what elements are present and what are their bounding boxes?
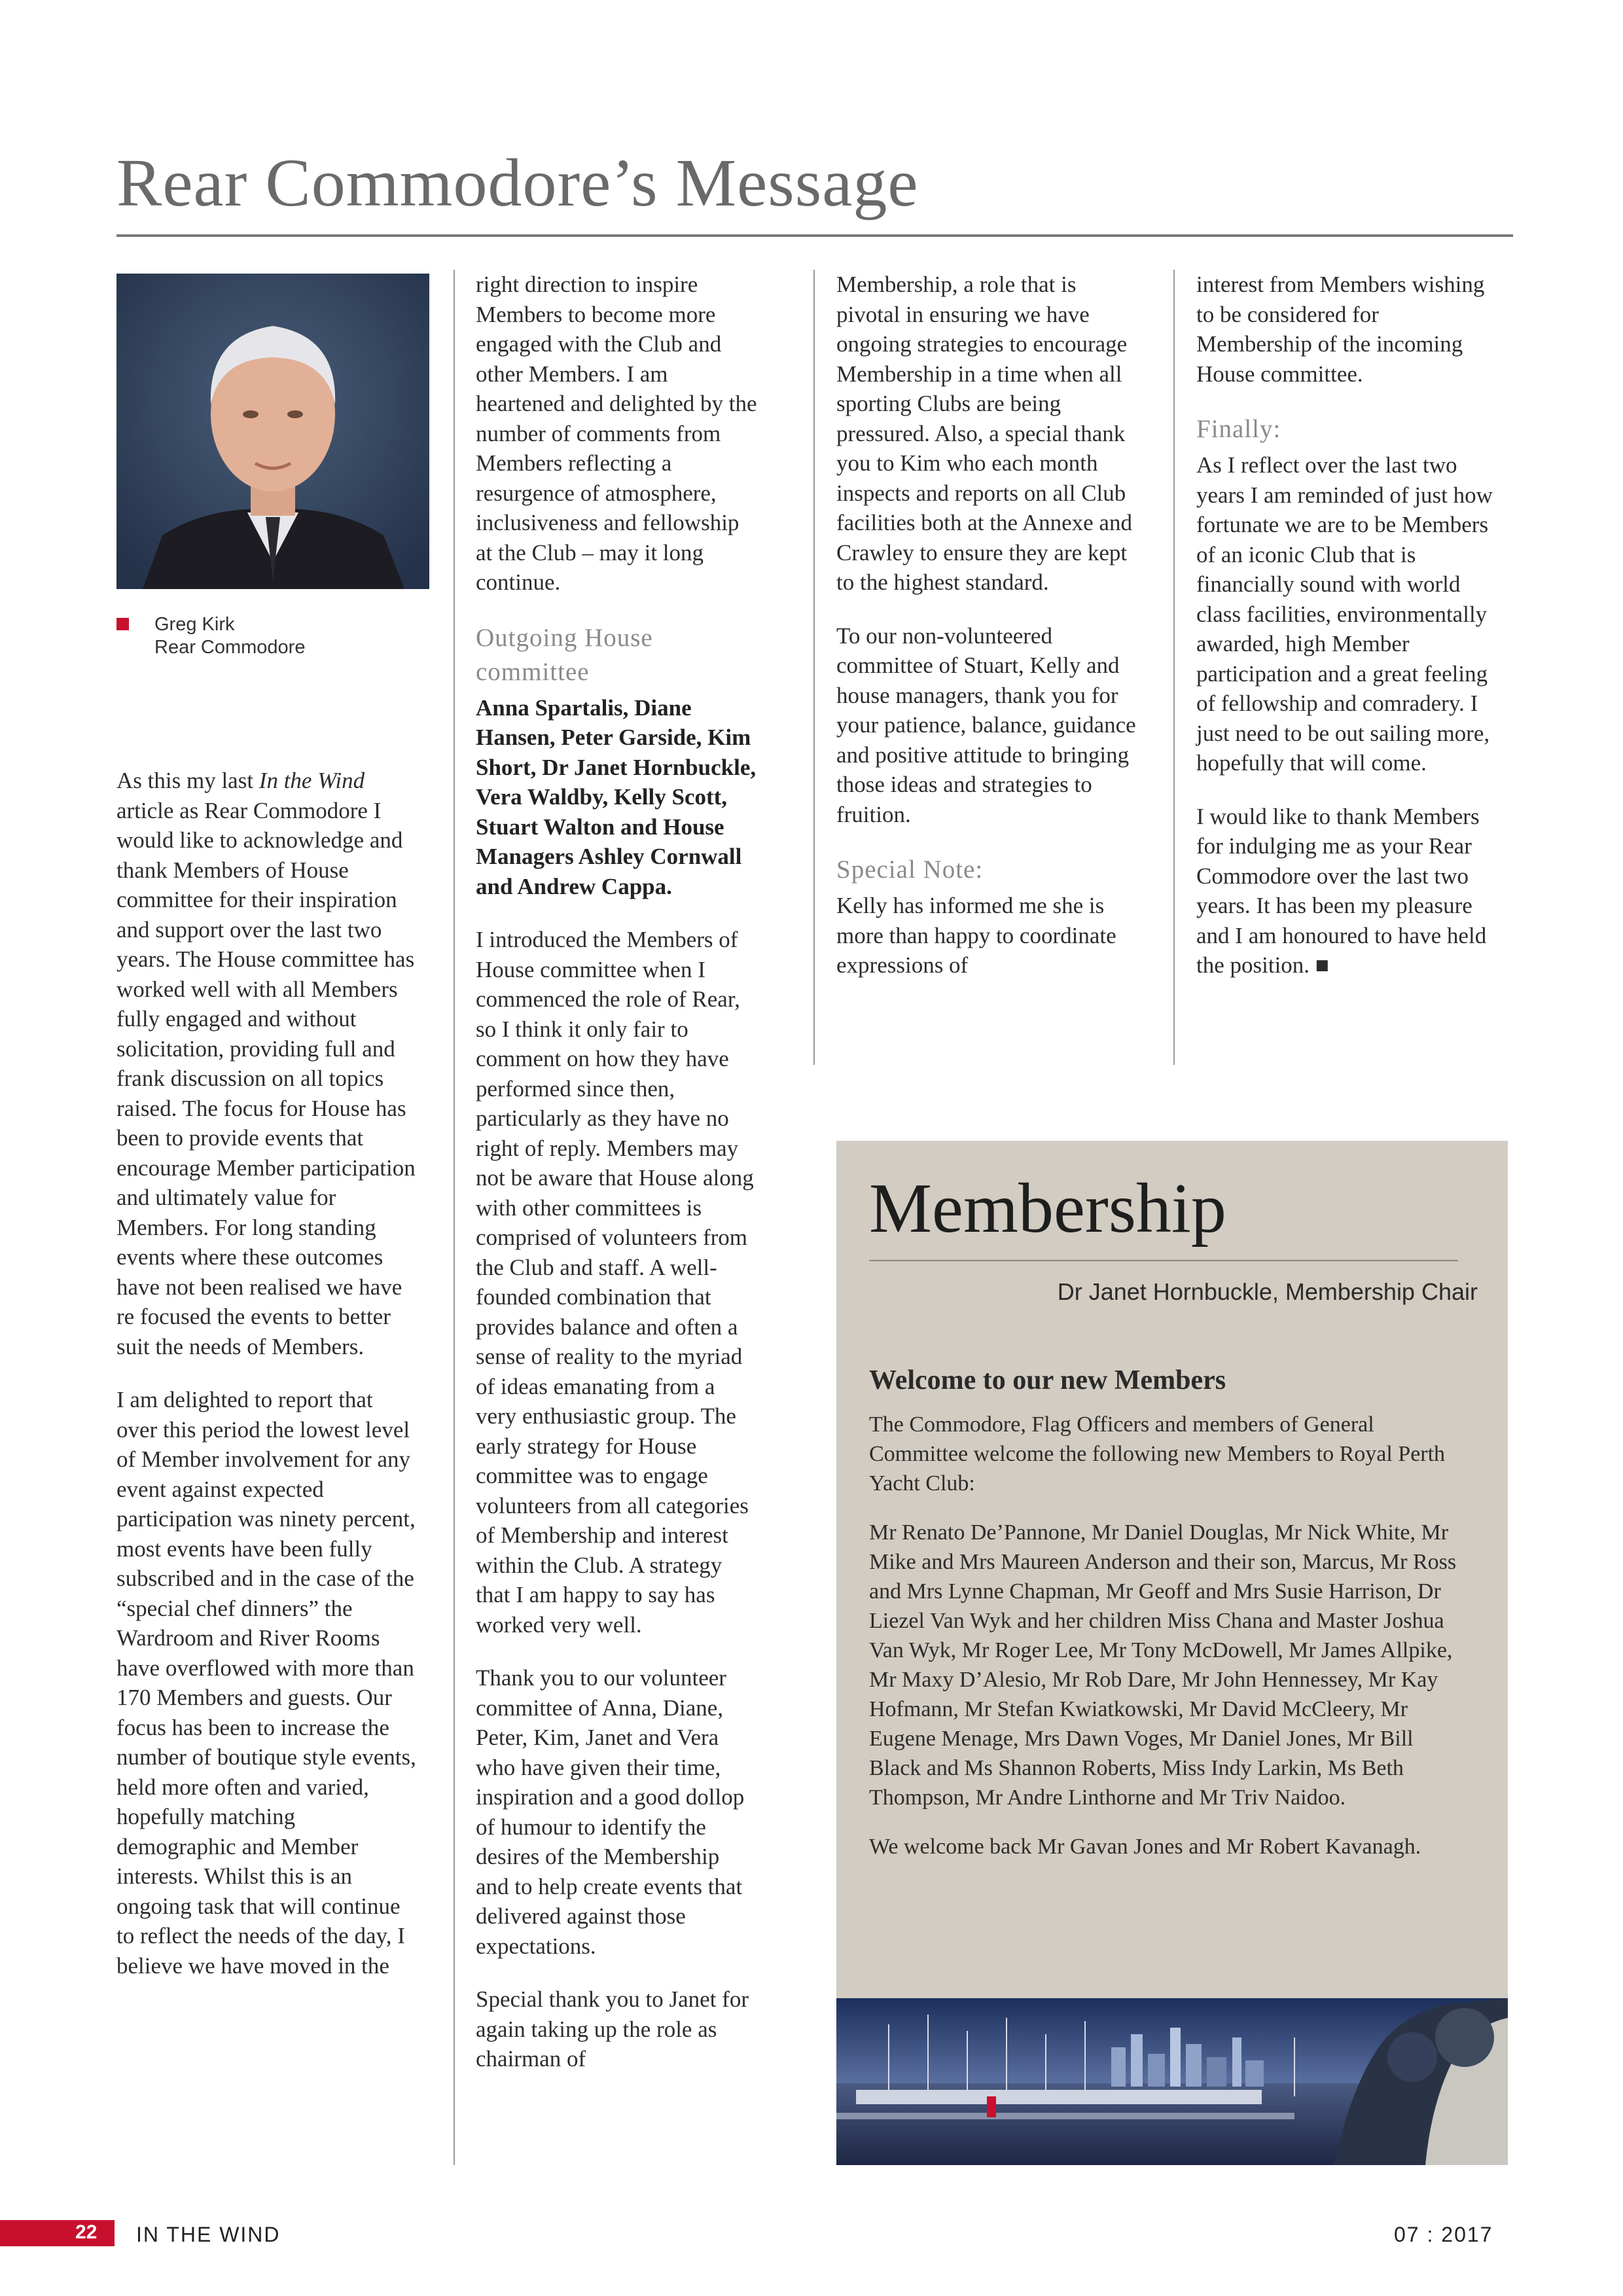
col3-heading-special-note: Special Note: <box>836 855 984 884</box>
marina-illustration <box>836 1998 1508 2165</box>
membership-heading: Welcome to our new Members <box>869 1365 1226 1395</box>
col3-paragraph-2: To our non-volunteered committee of Stuart, Kelly and house managers, thank you for your patience, balance, guidance and positive attitude to bringing those ideas and strategies to fruition. <box>836 622 1136 827</box>
title-divider <box>116 234 1513 237</box>
membership-paragraph-3: We welcome back Mr Gavan Jones and Mr Robert Kavanagh. <box>869 1835 1421 1859</box>
col1-paragraph-2: I am delighted to report that over this period the lowest level of Member involvement for any event against expected participation was ninety percent, most events have been fully subscribed and in the case of the “special chef dinners” the Wardroom and River Rooms have overflowed with more than 170 Members and guests. Our focus has been to increase the number of boutique style events, held more often and varied, hopefully matching demographic and Member interests. Whilst this is an ongoing task that will continue to reflect the needs of the day, I believe we have moved in the <box>116 1387 416 1979</box>
article-column-1 <box>116 766 418 1981</box>
membership-title: Membership <box>869 1170 1226 1247</box>
membership-byline: Dr Janet Hornbuckle, Membership Chair <box>1057 1278 1478 1305</box>
col1-paragraph-1: As this my last In the Wind article as Rear Commodore I would like to acknowledge and thank Members of House committee for their inspiration and support over the last two years. The House committee has worked well with all Members fully engaged and without solicitation, providing full and frank discussion on all topics raised. The focus for House has been to provide events that encourage Member participation and ultimately value for Members. For long standing events where these outcomes have not been realised we have re focused the events to better suit the needs of Members. <box>116 768 416 1359</box>
article-column-4 <box>1196 270 1497 980</box>
col3-paragraph-1: Membership, a role that is pivotal in ensuring we have ongoing strategies to encourage Membership in a time when all sporting Clubs are being pressured. Also, a special thank you to Kim who each month inspects and reports on all Club facilities both at the Annexe and Crawley to ensure they are kept to the highest standard. <box>836 272 1132 595</box>
portrait-photo <box>116 274 429 589</box>
committee-names: Anna Spartalis, Diane Hansen, Peter Garside, Kim Short, Dr Janet Hornbuckle, Vera Waldby, Kelly Scott, Stuart Walton and House Managers Ashley Cornwall and Andrew Cappa. <box>476 694 757 899</box>
marina-photo <box>836 1998 1508 2165</box>
caption-name: Greg Kirk <box>154 614 235 635</box>
col3-paragraph-3: Kelly has informed me she is more than happy to coordinate expressions of <box>836 893 1116 978</box>
membership-panel <box>836 1141 1508 2165</box>
new-members-list: Mr Renato De’Pannone, Mr Daniel Douglas, Mr Nick White, Mr Mike and Mrs Maureen Anderson and their son, Marcus, Mr Ross and Mrs Lynne Chapman, Mr Geoff and Mrs Susie Harrison, Dr Liezel Van Wyk and her children Miss Chana and Master Joshua Van Wyk, Mr Roger Lee, Mr Tony McDowell, Mr James Allpike, Mr Maxy D’Alesio, Mr Rob Dare, Mr John Hennessey, Mr Kay Hofmann, Mr Stefan Kwiatkowski, Mr David McCleery, Mr Eugene Menage, Mrs Dawn Voges, Mr Daniel Jones, Mr Bill Black and Ms Shannon Roberts, Miss Indy Larkin, Ms Beth Thompson, Mr Andre Linthorne and Mr Triv Naidoo. <box>869 1520 1457 1810</box>
col2-paragraph-3: Thank you to our volunteer committee of Anna, Diane, Peter, Kim, Janet and Vera who have given their time, inspiration and a good dollop of humour to identify the desires of the Membership and to help create events that delivered against those expectations. <box>476 1665 745 1959</box>
col4-heading-finally: Finally: <box>1196 415 1281 443</box>
col2-paragraph-2: I introduced the Members of House committee when I commenced the role of Rear, so I think it only fair to comment on how they have performed since then, particularly as they have no right of reply. Members may not be aware that House along with other committees is comprised of volunteers from the Club and staff. A well-founded combination that provides balance and often a sense of reality to the myriad of ideas emanating from a very enthusiastic group. The early strategy for House committee was to engage volunteers from all categories of Membership and interest within the Club. A strategy that I am happy to say has worked very well. <box>476 927 754 1638</box>
article-column-3 <box>836 270 1137 980</box>
page-number: 22 <box>75 2221 98 2243</box>
portrait-illustration <box>116 274 429 589</box>
issue-date: 07 : 2017 <box>1394 2223 1493 2246</box>
page-title: Rear Commodore’s Message <box>116 145 919 221</box>
footer-accent-bar <box>0 2220 115 2246</box>
col4-paragraph-3: I would like to thank Members for indulging me as your Rear Commodore over the last two years. It has been my pleasure and I am honoured to have held the position. ■ <box>1196 803 1487 978</box>
col4-paragraph-1: interest from Members wishing to be considered for Membership of the incoming House committee. <box>1196 272 1485 387</box>
membership-body <box>869 1366 1458 1881</box>
membership-paragraph-1: The Commodore, Flag Officers and members of General Committee welcome the following new Members to Royal Perth Yacht Club: <box>869 1412 1446 1496</box>
caption-bullet <box>116 618 129 630</box>
col2-paragraph-4: Special thank you to Janet for again taking up the role as chairman of <box>476 1986 749 2072</box>
article-column-2 <box>476 270 757 2074</box>
caption-role: Rear Commodore <box>154 637 306 658</box>
col2-heading-outgoing: Outgoing House committee <box>476 623 653 686</box>
membership-divider <box>869 1260 1458 1261</box>
col4-paragraph-2: As I reflect over the last two years I am reminded of just how fortunate we are to be Members of an iconic Club that is financially sound with world class facilities, environmentally awarded, high Member participation and a great feeling of fellowship and comradery. I just need to be out sailing more, hopefully that will come. <box>1196 452 1493 776</box>
column-divider-3 <box>1173 270 1175 1065</box>
column-divider-2 <box>813 270 815 1065</box>
col2-paragraph-1: right direction to inspire Members to become more engaged with the Club and other Members. I am heartened and delighted by the number of comments from Members reflecting a resurgence of atmosphere, inclusiveness and fellowship at the Club – may it long continue. <box>476 272 757 595</box>
publication-name: IN THE WIND <box>136 2223 281 2246</box>
column-divider-1 <box>454 270 455 2165</box>
